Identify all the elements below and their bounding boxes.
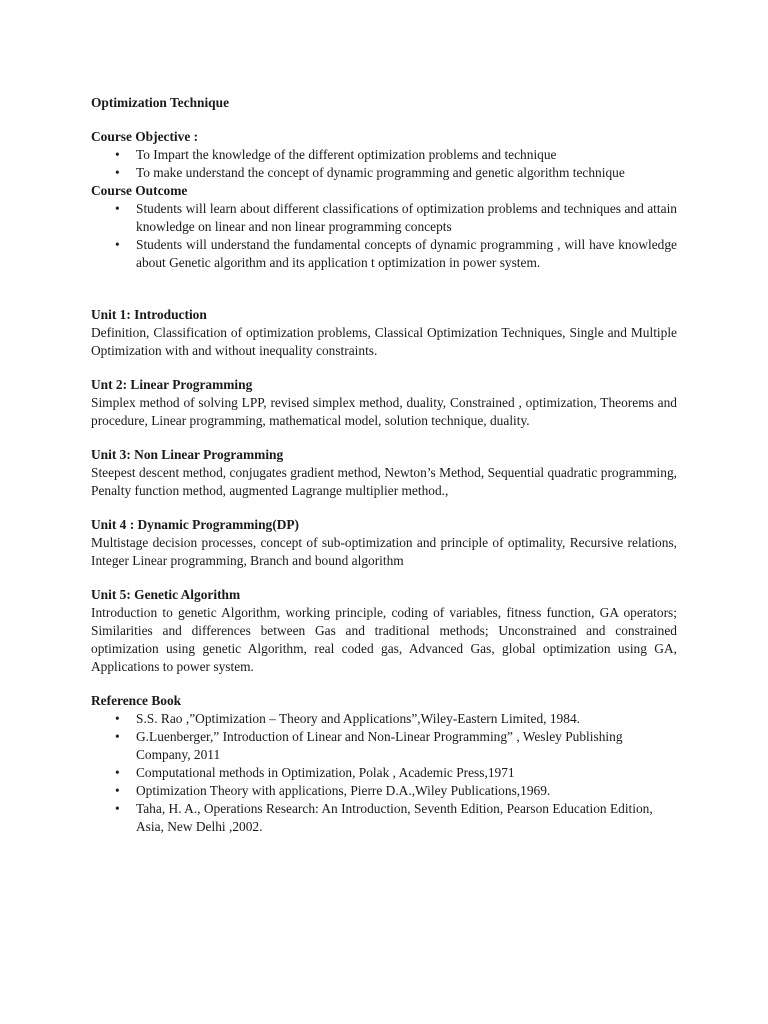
- list-item-text: Taha, H. A., Operations Research: An Introduction, Seventh Edition, Pearson Education Edition, Asia, New Delhi ,2002.: [136, 801, 653, 834]
- unit-section: [91, 376, 677, 430]
- section-spacer: [91, 272, 677, 306]
- course-outcome-section: [91, 182, 677, 272]
- course-objective-heading: Course Objective :: [91, 129, 199, 144]
- bullet-icon: •: [115, 711, 120, 726]
- unit-section: [91, 516, 677, 570]
- course-outcome-list: [91, 200, 677, 272]
- unit-heading: Unit 4 : Dynamic Programming(DP): [91, 517, 300, 532]
- bullet-icon: •: [115, 147, 120, 162]
- list-item-text: G.Luenberger,” Introduction of Linear and Non-Linear Programming” , Wesley Publishing Company, 2011: [136, 729, 623, 762]
- unit-heading: Unit 1: Introduction: [91, 307, 207, 322]
- reference-book-heading: Reference Book: [91, 693, 182, 708]
- course-objective-section: [91, 128, 677, 182]
- unit-section: [91, 446, 677, 500]
- bullet-icon: •: [115, 783, 120, 798]
- list-item-text: To make understand the concept of dynamic programming and genetic algorithm technique: [136, 165, 625, 180]
- reference-book-list: [91, 710, 677, 836]
- bullet-icon: •: [115, 201, 120, 216]
- bullet-icon: •: [115, 765, 120, 780]
- list-item: [91, 710, 677, 728]
- list-item-text: S.S. Rao ,”Optimization – Theory and Applications”,Wiley-Eastern Limited, 1984.: [136, 711, 580, 726]
- list-item: [91, 782, 677, 800]
- reference-book-section: [91, 692, 677, 836]
- list-item-text: To Impart the knowledge of the different optimization problems and technique: [136, 147, 557, 162]
- list-item-text: Computational methods in Optimization, Polak , Academic Press,1971: [136, 765, 515, 780]
- list-item: [91, 200, 677, 236]
- course-objective-list: [91, 146, 677, 182]
- list-item-text: Students will understand the fundamental concepts of dynamic programming , will have knowledge about Genetic algorithm and its application t optimization in power system.: [136, 237, 677, 270]
- bullet-icon: •: [115, 165, 120, 180]
- unit-text: Steepest descent method, conjugates gradient method, Newton’s Method, Sequential quadratic programming, Penalty function method, augmented Lagrange multiplier method.,: [91, 465, 677, 498]
- unit-text: Introduction to genetic Algorithm, working principle, coding of variables, fitness function, GA operators; Similarities and differences between Gas and traditional methods; Unconstrained and constrained optimization using genetic Algorithm, real coded gas, Advanced Gas, global optimization using GA, Applications to power system.: [91, 605, 677, 674]
- document-content: [91, 94, 677, 836]
- unit-section: [91, 306, 677, 360]
- list-item-text: Students will learn about different classifications of optimization problems and techniques and attain knowledge on linear and non linear programming concepts: [136, 201, 677, 234]
- list-item: [91, 800, 677, 836]
- list-item: [91, 236, 677, 272]
- list-item: [91, 764, 677, 782]
- bullet-icon: •: [115, 237, 120, 252]
- unit-heading: Unit 3: Non Linear Programming: [91, 447, 284, 462]
- list-item: [91, 164, 677, 182]
- bullet-icon: •: [115, 801, 120, 816]
- document-title: Optimization Technique: [91, 95, 230, 110]
- list-item: [91, 728, 677, 764]
- course-outcome-heading: Course Outcome: [91, 183, 188, 198]
- unit-text: Definition, Classification of optimization problems, Classical Optimization Techniques, Single and Multiple Optimization with and without inequality constraints.: [91, 325, 677, 358]
- unit-section: [91, 586, 677, 676]
- unit-text: Simplex method of solving LPP, revised simplex method, duality, Constrained , optimization, Theorems and procedure, Linear programming, mathematical model, solution technique, duality.: [91, 395, 677, 428]
- list-item: [91, 146, 677, 164]
- bullet-icon: •: [115, 729, 120, 744]
- list-item-text: Optimization Theory with applications, Pierre D.A.,Wiley Publications,1969.: [136, 783, 551, 798]
- unit-heading: Unit 5: Genetic Algorithm: [91, 587, 241, 602]
- unit-heading: Unt 2: Linear Programming: [91, 377, 253, 392]
- unit-text: Multistage decision processes, concept of sub-optimization and principle of optimality, Recursive relations, Integer Linear programming, Branch and bound algorithm: [91, 535, 677, 568]
